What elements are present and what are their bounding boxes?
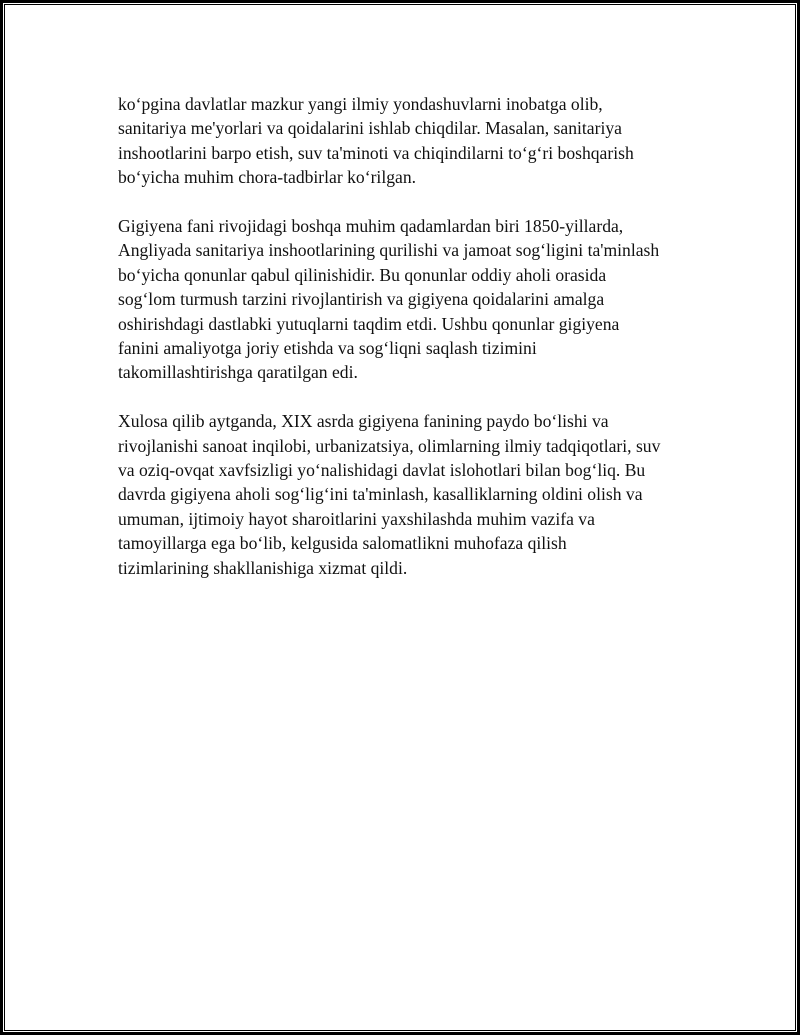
document-body (118, 92, 698, 604)
text-line: davrda gigiyena aholi sog‘lig‘ini ta'minlash, kasalliklarning oldini olish va (118, 484, 643, 505)
text-line: rivojlanishi sanoat inqilobi, urbanizatsiya, olimlarning ilmiy tadqiqotlari, suv (118, 435, 661, 456)
text-line: Gigiyena fani rivojidagi boshqa muhim qadamlardan biri 1850-yillarda, (118, 216, 624, 237)
text-line: oshirishdagi dastlabki yutuqlarni taqdim etdi. Ushbu qonunlar gigiyena (118, 313, 620, 334)
text-line: va oziq-ovqat xavfsizligi yo‘nalishidagi davlat islohotlari bilan bog‘liq. Bu (118, 460, 646, 481)
text-line: bo‘yicha muhim chora-tadbirlar ko‘rilgan. (118, 167, 417, 188)
text-line: umuman, ijtimoiy hayot sharoitlarini yaxshilashda muhim vazifa va (118, 508, 595, 529)
text-line: Angliyada sanitariya inshootlarining qurilishi va jamoat sog‘ligini ta'minlash (118, 240, 660, 261)
text-line: sog‘lom turmush tarzini rivojlantirish va gigiyena qoidalarini amalga (118, 289, 605, 310)
text-line: tamoyillarga ega bo‘lib, kelgusida salomatlikni muhofaza qilish (118, 533, 567, 554)
text-line: sanitariya me'yorlari va qoidalarini ishlab chiqdilar. Masalan, sanitariya (118, 118, 622, 139)
text-line: ko‘pgina davlatlar mazkur yangi ilmiy yondashuvlarni inobatga olib, (118, 94, 603, 114)
paragraph-2 (118, 214, 698, 385)
text-line: bo‘yicha qonunlar qabul qilinishidir. Bu qonunlar oddiy aholi orasida (118, 264, 607, 285)
paragraph-3 (118, 409, 698, 580)
text-line: inshootlarini barpo etish, suv ta'minoti va chiqindilarni to‘g‘ri boshqarish (118, 142, 634, 163)
text-line: fanini amaliyotga joriy etishda va sog‘liqni saqlash tizimini (118, 338, 537, 359)
text-line: takomillashtirishga qaratilgan edi. (118, 362, 358, 383)
text-line: tizimlarining shakllanishiga xizmat qildi. (118, 557, 408, 578)
text-line: Xulosa qilib aytganda, XIX asrda gigiyena fanining paydo bo‘lishi va (118, 411, 609, 432)
paragraph-1 (118, 92, 698, 190)
